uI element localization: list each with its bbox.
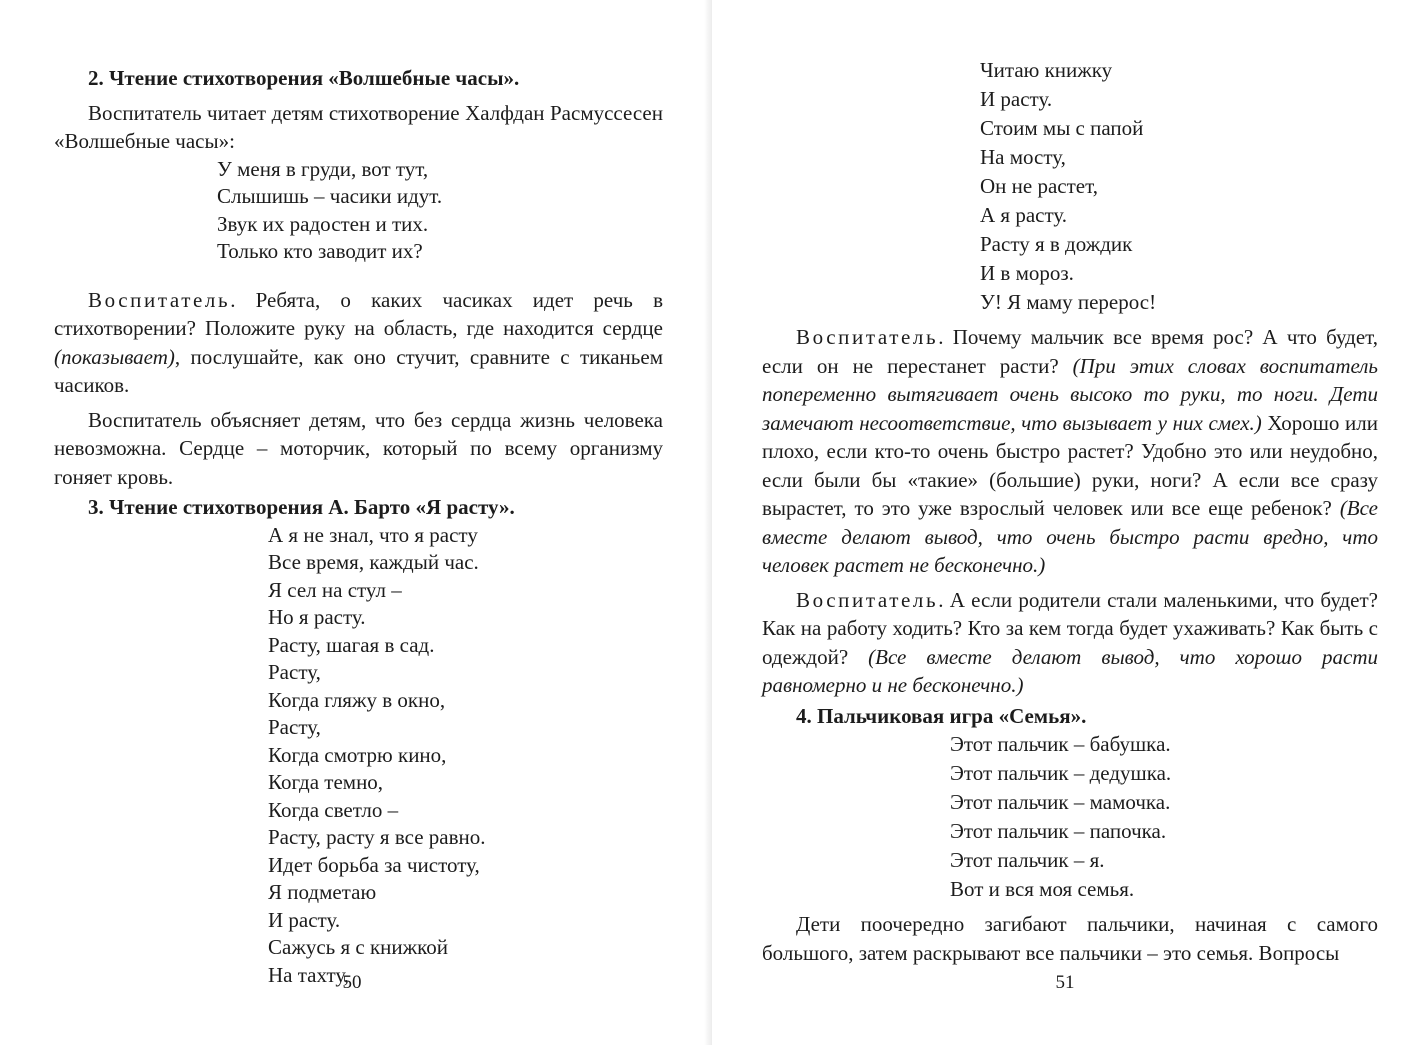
poem-line: Я подметаю	[268, 880, 377, 904]
teacher-question-growing	[762, 323, 1378, 580]
poem-line: Когда светло –	[268, 797, 399, 822]
poem-line: Расту, шагая в сад.	[268, 632, 435, 657]
poem-line: Стоим мы с папой	[980, 116, 1144, 140]
poem-line: И расту.	[268, 907, 341, 932]
left-page-content	[54, 62, 663, 989]
poem-line: Расту,	[268, 660, 321, 684]
poem-line: Звук их радостен и тих.	[217, 211, 429, 236]
section-3-heading: 3. Чтение стихотворения А. Барто «Я расту».	[88, 495, 515, 519]
poem-line: Этот пальчик – бабушка.	[950, 732, 1171, 756]
dialog-text: , послушайте, как оно стучит, сравните с тиканьем часиков.	[54, 344, 663, 397]
poem-i-grow	[268, 522, 663, 990]
poem-line: Этот пальчик – мамочка.	[950, 790, 1171, 814]
poem-line: На мосту,	[980, 145, 1066, 169]
dialog-text: . Ребята, о каких часиках идет речь в стихотворении? Положите руку на область, где находится сердце	[54, 287, 663, 340]
dialog-text: . Почему мальчик все время рос? А что будет, если он не перестанет расти?	[762, 325, 1378, 378]
poem-i-grow-continued	[980, 56, 1378, 317]
stage-direction: (Все вместе делают вывод, что очень быстро расти вредно, что человек растет не бесконечно.)	[762, 496, 1378, 577]
poem-line: Расту, расту я все равно.	[268, 825, 486, 849]
poem-line: Когда смотрю кино,	[268, 742, 447, 767]
poem-line: Слышишь – часики идут.	[217, 184, 443, 208]
teacher-explanation: Воспитатель объясняет детям, что без сердца жизнь человека невозможна. Сердце – моторчик, который по всему организму гоняет кровь.	[54, 407, 663, 489]
poem-line: Я сел на стул –	[268, 577, 402, 602]
right-page	[712, 0, 1420, 1045]
teacher-question-parents	[762, 586, 1378, 700]
poem-line: У! Я маму перерос!	[980, 290, 1157, 314]
poem-line: Этот пальчик – я.	[950, 848, 1105, 872]
poem-line: Сажусь я с книжкой	[268, 935, 449, 959]
poem-line: Расту я в дождик	[980, 232, 1133, 256]
section-2-heading: 2. Чтение стихотворения «Волшебные часы».	[88, 66, 520, 90]
dialog-text: . А если родители стали маленькими, что будет? Как на работу ходить? Кто за кем тогда будет ухаживать? Как быть с одеждой?	[762, 587, 1378, 669]
section-4-heading: 4. Пальчиковая игра «Семья».	[796, 703, 1087, 728]
right-page-content	[762, 56, 1378, 967]
stage-direction: (показывает)	[54, 344, 175, 369]
poem-line: Вот и вся моя семья.	[950, 877, 1135, 901]
poem-line: Читаю книжку	[980, 58, 1113, 82]
teacher-question-heart	[54, 286, 663, 400]
poem-line: Но я расту.	[268, 605, 366, 629]
poem-line: Когда темно,	[268, 770, 384, 794]
poem-family	[950, 730, 1378, 904]
poem-magic-clock	[217, 156, 663, 266]
page-number-right: 51	[1055, 972, 1075, 993]
stage-direction: (При этих словах воспитатель попеременно вытягивает очень высоко то руки, то ноги. Дети замечают несоответствие, что вызывает у них смех.)	[762, 353, 1378, 435]
poem-line: Только кто заводит их?	[217, 239, 423, 263]
closing-paragraph: Дети поочередно загибают пальчики, начиная с самого большого, затем раскрывают все пальчики – это семья. Вопросы	[762, 912, 1378, 965]
poem-line: А я не знал, что я расту	[268, 522, 478, 547]
page-number-left: 50	[342, 972, 362, 993]
poem-line: Он не растет,	[980, 174, 1098, 198]
poem-line: И расту.	[980, 87, 1053, 111]
poem-line: Все время, каждый час.	[268, 550, 479, 574]
poem-line: На тахту,	[268, 962, 350, 987]
poem-line: Идет борьба за чистоту,	[268, 852, 480, 877]
dialog-text: Хорошо или плохо, если кто-то очень быстро растет? Удобно это или неудобно, если были бы «такие» (большие) руки, ноги? А если все сразу вырастет, то это уже взрослый человек или все еще ребенок?	[762, 410, 1378, 520]
stage-direction: (Все вместе делают вывод, что хорошо расти равномерно и не бесконечно.)	[762, 644, 1378, 697]
poem-line: Этот пальчик – дедушка.	[950, 761, 1172, 785]
section-2-intro: Воспитатель читает детям стихотворение Халфдан Расмуссесен «Волшебные часы»:	[54, 100, 663, 153]
poem-line: У меня в груди, вот тут,	[217, 156, 429, 181]
speaker-label: Воспитатель	[88, 287, 231, 312]
poem-line: А я расту.	[980, 203, 1068, 227]
poem-line: Расту,	[268, 715, 321, 739]
speaker-label: Воспитатель	[796, 587, 939, 612]
poem-line: Этот пальчик – папочка.	[950, 819, 1167, 843]
poem-line: Когда гляжу в окно,	[268, 687, 446, 712]
speaker-label: Воспитатель	[796, 325, 939, 349]
poem-line: И в мороз.	[980, 261, 1074, 285]
